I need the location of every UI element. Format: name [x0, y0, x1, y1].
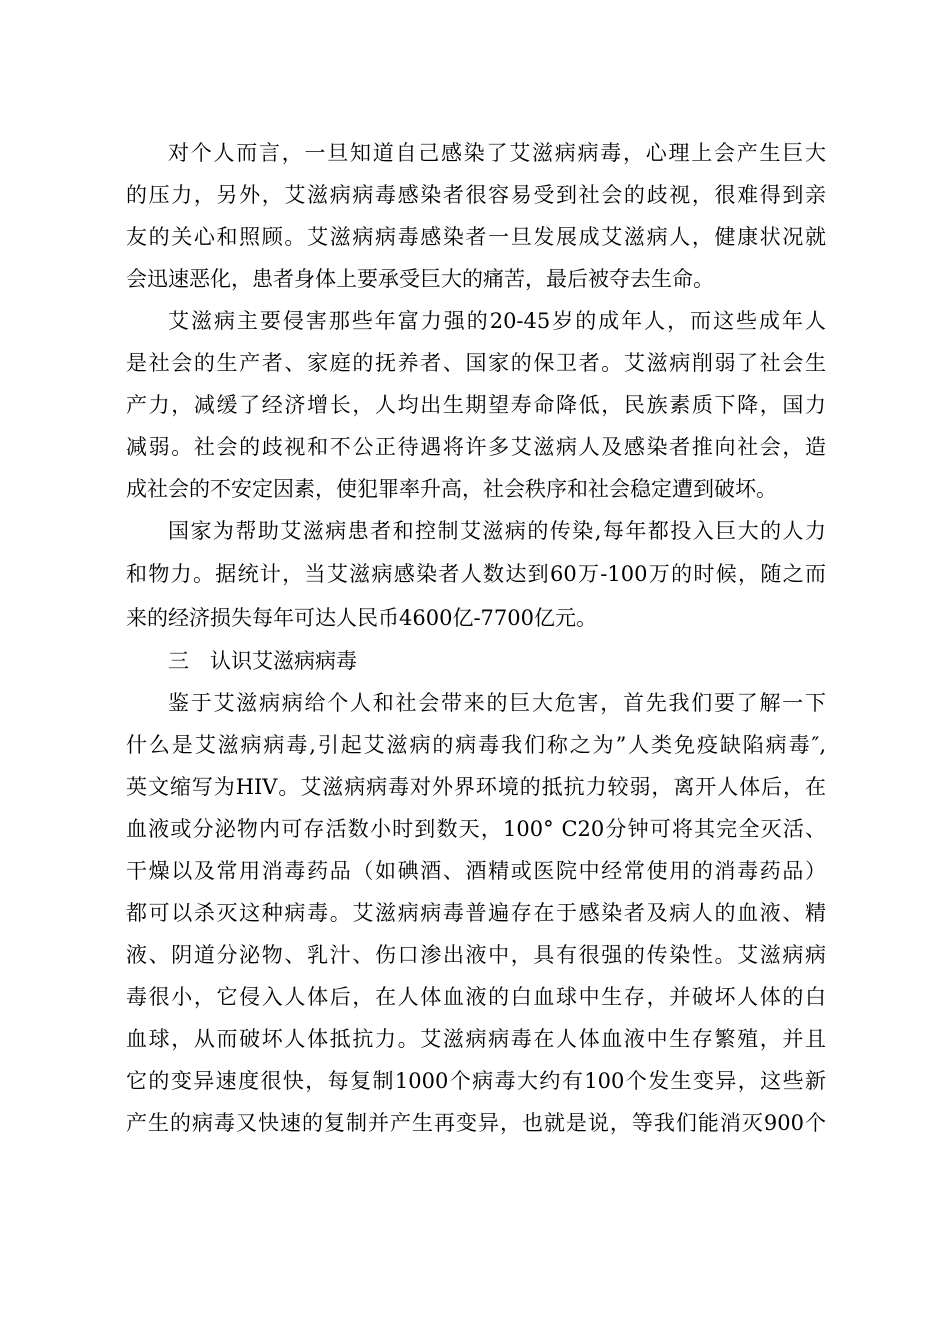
paragraph-3-line-3: 来的经济损失每年可达人民币4600亿-7700亿元。 [126, 606, 597, 630]
paragraph-4-line-11: 产生的病毒又快速的复制并产生再变异，也就是说，等我们能消灭900个 [126, 1111, 826, 1135]
paragraph-4-line-3: 英文缩写为HIV。艾滋病病毒对外界环境的抵抗力较弱，离开人体后，在 [126, 775, 826, 799]
paragraph-1-line-4: 会迅速恶化，患者身体上要承受巨大的痛苦，最后被夺去生命。 [126, 267, 714, 291]
paragraph-4-line-6: 都可以杀灭这种病毒。艾滋病病毒普遍存在于感染者及病人的血液、精 [126, 901, 826, 925]
paragraph-2-line-1: 艾滋病主要侵害那些年富力强的20-45岁的成年人，而这些成年人 [168, 309, 826, 333]
paragraph-4-line-2: 什么是艾滋病病毒,引起艾滋病的病毒我们称之为”人类免疫缺陷病毒″, [126, 733, 826, 757]
paragraph-4-line-4: 血液或分泌物内可存活数小时到数天，100° C20分钟可将其完全灭活、 [126, 817, 826, 841]
paragraph-4-line-7: 液、阴道分泌物、乳汁、伤口渗出液中，具有很强的传染性。艾滋病病 [126, 943, 826, 967]
paragraph-4-line-5: 干燥以及常用消毒药品（如碘酒、酒精或医院中经常使用的消毒药品） [126, 859, 826, 883]
section-number: 三 [168, 649, 189, 673]
paragraph-2-line-4: 减弱。社会的歧视和不公正待遇将许多艾滋病人及感染者推向社会，造 [126, 435, 826, 459]
paragraph-2-line-3: 产力，减缓了经济增长，人均出生期望寿命降低，民族素质下降，国力 [126, 393, 826, 417]
paragraph-1-line-1: 对个人而言，一旦知道自己感染了艾滋病病毒，心理上会产生巨大 [168, 141, 826, 165]
paragraph-1-line-3: 友的关心和照顾。艾滋病病毒感染者一旦发展成艾滋病人，健康状况就 [126, 225, 826, 249]
paragraph-4-line-8: 毒很小，它侵入人体后，在人体血液的白血球中生存，并破坏人体的白 [126, 985, 826, 1009]
paragraph-4-line-9: 血球，从而破坏人体抵抗力。艾滋病病毒在人体血液中生存繁殖，并且 [126, 1027, 826, 1051]
paragraph-4-line-1: 鉴于艾滋病病给个人和社会带来的巨大危害，首先我们要了解一下 [168, 691, 826, 715]
paragraph-1-line-2: 的压力，另外，艾滋病病毒感染者很容易受到社会的歧视，很难得到亲 [126, 183, 826, 207]
paragraph-3-line-2: 和物力。据统计，当艾滋病感染者人数达到60万-100万的时候，随之而 [126, 562, 826, 586]
paragraph-2-line-5: 成社会的不安定因素，使犯罪率升高，社会秩序和社会稳定遭到破坏。 [126, 477, 777, 501]
paragraph-4-line-10: 它的变异速度很快，每复制1000个病毒大约有100个发生变异，这些新 [126, 1069, 826, 1093]
section-title: 认识艾滋病病毒 [210, 649, 357, 673]
section-heading [168, 644, 357, 678]
paragraph-2-line-2: 是社会的生产者、家庭的抚养者、国家的保卫者。艾滋病削弱了社会生 [126, 351, 826, 375]
paragraph-3-line-1: 国家为帮助艾滋病患者和控制艾滋病的传染,每年都投入巨大的人力 [168, 519, 826, 543]
